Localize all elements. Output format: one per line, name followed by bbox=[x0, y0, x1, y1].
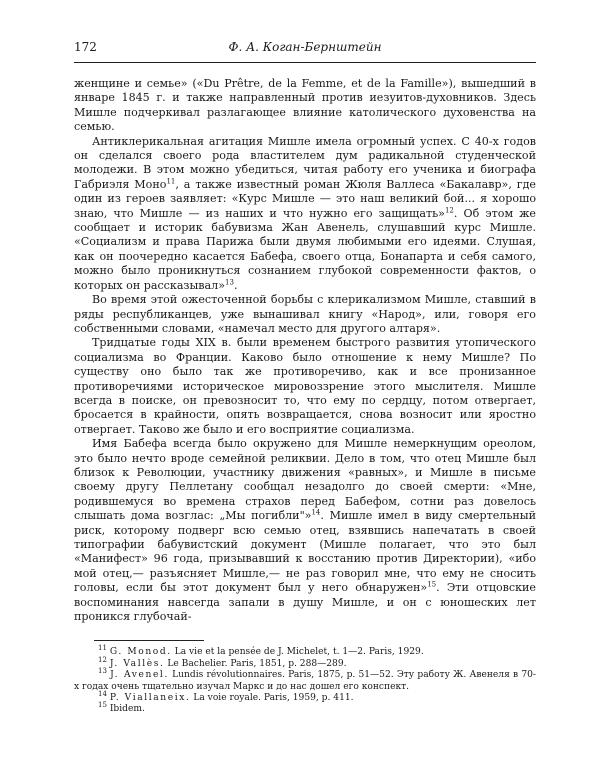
footnote-author: P. Viallaneix. bbox=[109, 693, 191, 704]
footnotes bbox=[74, 644, 536, 715]
header-rule bbox=[74, 62, 536, 63]
footnote bbox=[74, 655, 536, 670]
footnote-text: Ibidem. bbox=[109, 704, 145, 715]
paragraph bbox=[74, 135, 536, 293]
footnote-ref: 12 bbox=[444, 205, 454, 214]
footnote-number: 12 bbox=[98, 655, 107, 664]
footnote-ref: 11 bbox=[166, 177, 176, 186]
footnote-ref: 14 bbox=[311, 508, 321, 517]
footnote-author: G. Monod. bbox=[109, 647, 172, 658]
page bbox=[74, 40, 536, 716]
paragraph-text: . Мишле имел в виду смертельный риск, которому подверг всю семью отец, взявшись напечатать в своей типографии бабувистский документ (Мишле полагает, что это был «Манифест» 96 года, призывавший к восстанию против Директории), «ибо мой отец,— разъясняет Мишле,— не раз говорил мне, что ему не сносить головы, если бы этот документ был у него обнаружен» bbox=[74, 509, 536, 595]
footnote-number: 15 bbox=[98, 701, 107, 710]
footnote-text: La voie royale. Paris, 1959, p. 411. bbox=[190, 693, 354, 704]
footnote bbox=[74, 667, 536, 693]
footnote-number: 11 bbox=[98, 644, 107, 653]
footnote-ref: 13 bbox=[225, 278, 234, 286]
paragraph-text: Имя Бабефа всегда было окружено для Мишле немеркнущим ореолом, это было нечто вроде семейной реликвии. Дело в том, что отец Мишле был близок к Революции, участнику движения «равных», и Мишле в письме своему другу Пеллетану сообщал незадолго до своей смерти: «Мне, родившемуся во времена страхов перед Бабефом, сотни раз довелось слышать дома возглас: „Мы погибли"» bbox=[74, 437, 536, 523]
page-number: 172 bbox=[74, 40, 97, 54]
footnotes-rule bbox=[94, 640, 204, 641]
footnote bbox=[74, 644, 536, 658]
footnote-text: Le Bachelier. Paris, 1851, p. 288—289. bbox=[164, 658, 347, 669]
paragraph-text: Во время этой ожесточенной борьбы с клерикализмом Мишле, ставший в ряды республиканцев, уже вынашивал книгу «Народ», или, говоря его собственными словами, «намечал место для другого алтаря». bbox=[74, 293, 536, 335]
paragraph-text: Антиклерикальная агитация Мишле имела огромный успех. С 40-х годов он сделался своего рода властителем дум радикальной студенческой молодежи. В этом можно убедиться, читая работу его ученика и биографа Габриэля Моно bbox=[74, 134, 536, 191]
footnote-text: Lundis révolutionnaires. Paris, 1875, p. 51—52. Эту работу Ж. Авенеля в 70-х годах очень тщательно изучал Маркс и до нас дошел его конспект. bbox=[74, 670, 536, 692]
paragraph-text: Тридцатые годы XIX в. были временем быстрого развития утопического социализма во Франции. Каково было отношение к нему Мишле? По существу оно было так же противоречиво, как и все пронизанное противоречиями историческое мировоззрение этого мыслителя. Мишле всегда в поиске, он превозносит то, что ему по сердцу, потом отвергает, бросается в крайности, опять возвращается, снова возносит или яростно отвергает. Таково же было и его восприятие социализма. bbox=[74, 336, 536, 436]
paragraph-text: . Эти отцовские воспоминания навсегда запали в душу Мишле, и он с юношеских лет проникся глубочай- bbox=[74, 581, 536, 624]
paragraph bbox=[74, 336, 536, 437]
paragraph-text: , а также известный роман Жюля Валлеса «Бакалавр», где один из героев заявляет: «Курс Мишле — это наш великий бой... я хорошо знаю, что Мишле — из наших и что нужно его защищать» bbox=[74, 177, 537, 220]
footnote-text: La vie et la pensée de J. Michelet, t. 1—2. Paris, 1929. bbox=[171, 647, 424, 658]
paragraph bbox=[74, 437, 536, 624]
footnote-ref: 15 bbox=[427, 580, 437, 589]
footnote-author: J. Avenel. bbox=[110, 670, 169, 681]
paragraph bbox=[74, 77, 536, 135]
paragraph bbox=[74, 293, 536, 336]
footnote-author: J. Vallès. bbox=[109, 658, 165, 669]
footnote bbox=[74, 690, 536, 704]
footnote-number: 13 bbox=[98, 667, 107, 676]
body-text bbox=[74, 77, 536, 624]
paragraph-text: . Об этом же сообщает и историк бабувизма Жан Авенель, слушавший курс Мишле. «Социализм и права Парижа были двумя любимыми его идеями. Слушая, как он поочередно касается Бабефа, своего отца, Бонапарта и себя самого, можно было проникнуться сознанием глубокой современности фактов, о которых он рассказывал» bbox=[74, 206, 536, 292]
footnote bbox=[74, 701, 536, 715]
paragraph-text: женщине и семье» («Du Prêtre, de la Femme, et de la Famille»), вышедший в январе 1845 г. и также направленный против иезуитов-духовников. Здесь Мишле подчеркивал разлагающее влияние католического духовенства на семью. bbox=[74, 77, 536, 134]
footnote-number: 14 bbox=[98, 690, 107, 699]
paragraph-text: . bbox=[233, 278, 238, 292]
running-head bbox=[74, 40, 536, 60]
running-title: Ф. А. Коган-Бернштейн bbox=[228, 40, 382, 54]
